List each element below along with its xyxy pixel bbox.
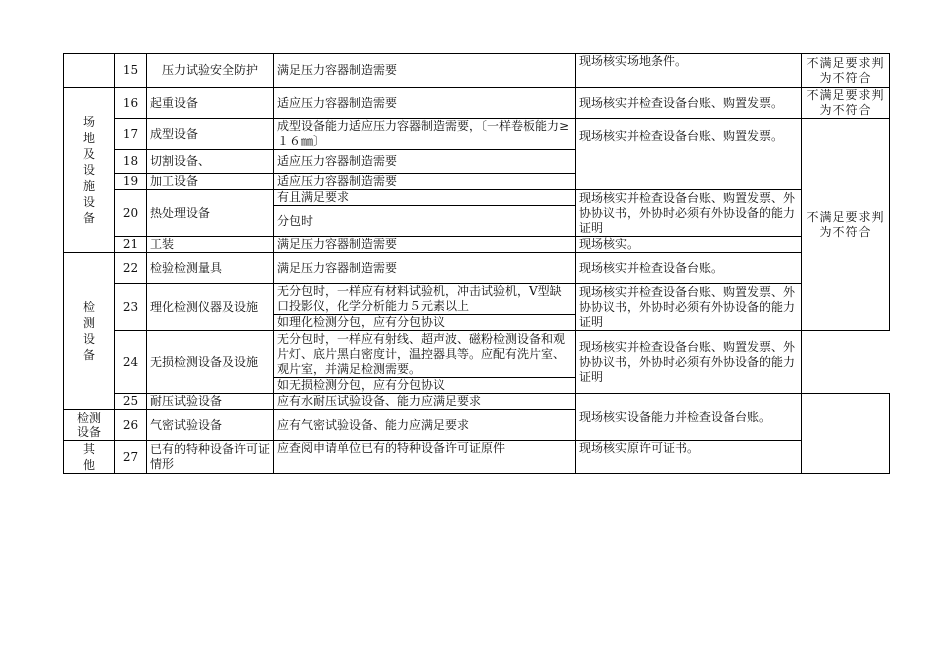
category-other: 其他 bbox=[64, 441, 115, 474]
category-site: 场地及设施设备 bbox=[64, 88, 115, 253]
table-row bbox=[64, 284, 890, 315]
requirement: 应有气密试验设备、能力应满足要求 bbox=[274, 410, 576, 441]
item-name: 切割设备、 bbox=[147, 150, 274, 174]
row-number: 25 bbox=[115, 394, 147, 410]
check-method: 现场核实并检查设备台账、购置发票、外协协议书，外协时必须有外协设备的能力证明 bbox=[576, 284, 802, 331]
check-method: 现场核实设备能力并检查设备台账。 bbox=[576, 394, 802, 441]
check-method: 现场核实。 bbox=[576, 237, 802, 253]
verdict: 不满足要求判为不符合 bbox=[802, 54, 890, 88]
requirement: 适应压力容器制造需要 bbox=[274, 150, 576, 174]
item-name: 检验检测量具 bbox=[147, 253, 274, 284]
requirement: 无分包时，一样应有材料试验机，冲击试验机，V型缺口投影仪，化学分析能力５元素以上 bbox=[274, 284, 576, 315]
check-method: 现场核实场地条件。 bbox=[576, 54, 802, 88]
row-number: 18 bbox=[115, 150, 147, 174]
requirement: 如无损检测分包，应有分包协议 bbox=[274, 378, 576, 394]
category-inspect: 检测设备 bbox=[64, 253, 115, 410]
check-method: 现场核实并检查设备台账、购置发票。 bbox=[576, 119, 802, 190]
requirement: 分包时 bbox=[274, 206, 576, 237]
check-method: 现场核实并检查设备台账、购置发票、外协协议书，外协时必须有外协设备的能力证明 bbox=[576, 331, 802, 394]
row-number: 21 bbox=[115, 237, 147, 253]
table-row bbox=[64, 54, 890, 88]
category-inspect-2: 检测设备 bbox=[64, 410, 115, 441]
item-name: 已有的特种设备许可证情形 bbox=[147, 441, 274, 474]
check-method: 现场核实并检查设备台账。 bbox=[576, 253, 802, 284]
table-row bbox=[64, 237, 890, 253]
verdict-shared: 不满足要求判为不符合 bbox=[802, 119, 890, 331]
item-name: 无损检测设备及设施 bbox=[147, 331, 274, 394]
row-number: 24 bbox=[115, 331, 147, 394]
item-name: 起重设备 bbox=[147, 88, 274, 119]
row-number: 17 bbox=[115, 119, 147, 150]
item-name: 压力试验安全防护 bbox=[147, 54, 274, 88]
table-row bbox=[64, 253, 890, 284]
item-name: 工装 bbox=[147, 237, 274, 253]
check-method: 现场核实原许可证书。 bbox=[576, 441, 802, 474]
table-row bbox=[64, 331, 890, 378]
verdict-empty bbox=[802, 394, 890, 474]
row-number: 19 bbox=[115, 174, 147, 190]
item-name: 加工设备 bbox=[147, 174, 274, 190]
requirement: 成型设备能力适应压力容器制造需要，〔一样卷板能力≥１６㎜〕 bbox=[274, 119, 576, 150]
verdict: 不满足要求判为不符合 bbox=[802, 88, 890, 119]
requirement: 应有水耐压试验设备、能力应满足要求 bbox=[274, 394, 576, 410]
table-row bbox=[64, 190, 890, 206]
item-name: 成型设备 bbox=[147, 119, 274, 150]
table-row bbox=[64, 88, 890, 119]
item-name: 理化检测仪器及设施 bbox=[147, 284, 274, 331]
item-name: 耐压试验设备 bbox=[147, 394, 274, 410]
row-number: 26 bbox=[115, 410, 147, 441]
table-row bbox=[64, 119, 890, 150]
requirement: 应查阅申请单位已有的特种设备许可证原件 bbox=[274, 441, 576, 474]
row-number: 16 bbox=[115, 88, 147, 119]
check-method: 现场核实并检查设备台账、购置发票、外协协议书，外协时必须有外协设备的能力证明 bbox=[576, 190, 802, 237]
requirement: 有且满足要求 bbox=[274, 190, 576, 206]
requirement: 满足压力容器制造需要 bbox=[274, 237, 576, 253]
requirement: 满足压力容器制造需要 bbox=[274, 54, 576, 88]
row-number: 27 bbox=[115, 441, 147, 474]
row-number: 22 bbox=[115, 253, 147, 284]
requirement: 适应压力容器制造需要 bbox=[274, 174, 576, 190]
row-number: 23 bbox=[115, 284, 147, 331]
category-cell-empty bbox=[64, 54, 115, 88]
requirement: 适应压力容器制造需要 bbox=[274, 88, 576, 119]
table-row bbox=[64, 441, 890, 474]
item-name: 热处理设备 bbox=[147, 190, 274, 237]
requirements-table bbox=[63, 53, 890, 474]
requirement: 无分包时，一样应有射线、超声波、磁粉检测设备和观片灯、底片黑白密度计，温控器具等。应配有洗片室、观片室，并满足检测需要。 bbox=[274, 331, 576, 378]
requirement: 如理化检测分包，应有分包协议 bbox=[274, 315, 576, 331]
table-row bbox=[64, 394, 890, 410]
check-method: 现场核实并检查设备台账、购置发票。 bbox=[576, 88, 802, 119]
row-number: 20 bbox=[115, 190, 147, 237]
requirement: 满足压力容器制造需要 bbox=[274, 253, 576, 284]
item-name: 气密试验设备 bbox=[147, 410, 274, 441]
row-number: 15 bbox=[115, 54, 147, 88]
